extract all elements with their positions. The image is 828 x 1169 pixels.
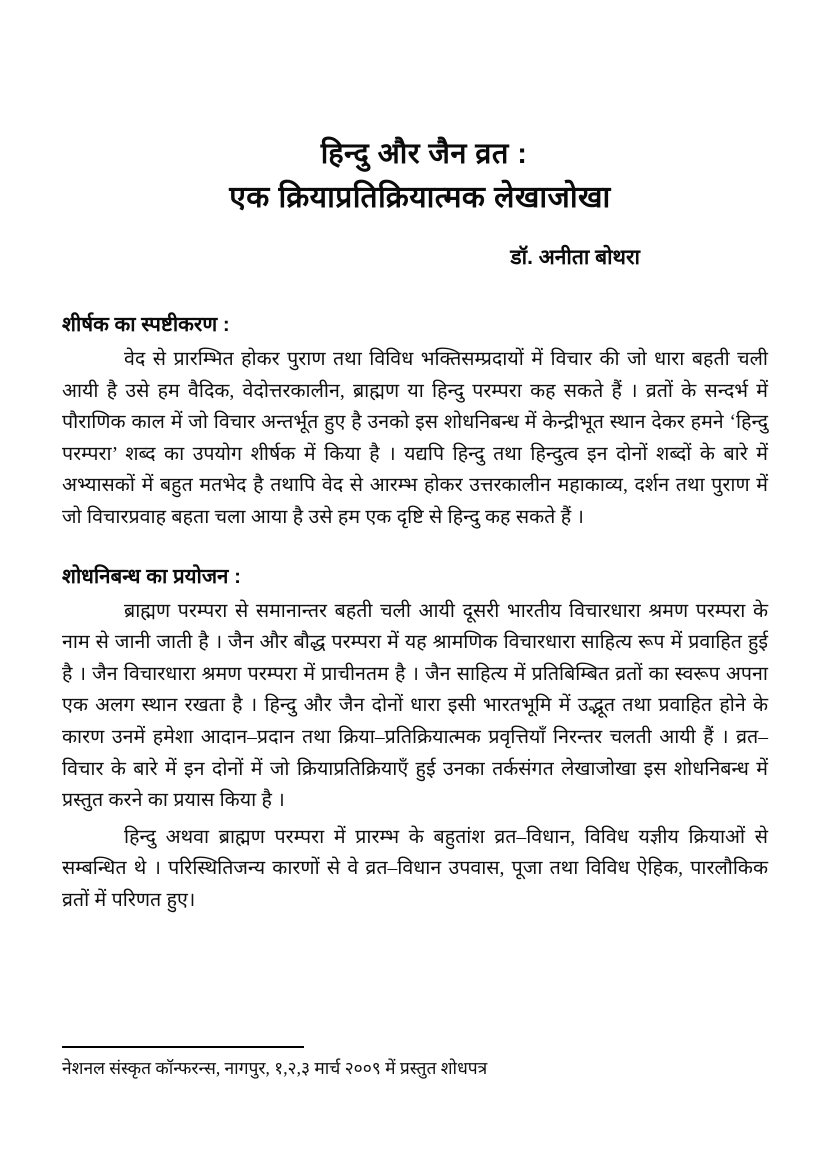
title-block: [62, 0, 768, 220]
author-byline: डॉ. अनीता बोथरा: [510, 246, 640, 269]
footnote-text: नेशनल संस्कृत कॉन्फरन्स, नागपुर, १,२,३ मार्च २००९ में प्रस्तुत शोधपत्र: [62, 1058, 488, 1078]
section-2-paragraph-1: [62, 596, 768, 817]
section-2-paragraph-2: [62, 822, 768, 917]
paragraph-text: हिन्दु अथवा ब्राह्मण परम्परा में प्रारम्भ के बहुतांश व्रत–विधान, विविध यज्ञीय क्रियाओं से सम्बन्धित थे । परिस्थितिजन्य कारणों से वे व्रत–विधान उपवास, पूजा तथा विविध ऐहिक, पारलौकिक व्रतों में परिणत हुए।: [62, 826, 768, 911]
page-title-line-1: हिन्दु और जैन व्रत :: [320, 138, 528, 170]
section-heading-2: शोधनिबन्ध का प्रयोजन :: [62, 564, 241, 588]
page-title-line-2: एक क्रियाप्रतिक्रियात्मक लेखाजोखा: [229, 181, 611, 214]
footnote-separator-rule: [62, 1046, 304, 1048]
paragraph-text: वेद से प्रारम्भित होकर पुराण तथा विविध भक्तिसम्प्रदायों में विचार की जो धारा बहती चली आयी है उसे हम वैदिक, वेदोत्तरकालीन, ब्राह्मण या हिन्दु परम्परा कह सकते हैं । व्रतों के सन्दर्भ में पौराणिक काल में जो विचार अन्तर्भूत हुए है उनको इस शोधनिबन्ध में केन्द्रीभूत स्थान देकर हमने ‘हिन्दु परम्परा’ शब्द का उपयोग शीर्षक में किया है । यद्यपि हिन्दु तथा हिन्दुत्व इन दोनों शब्दों के बारे में अभ्यासकों में बहुत मतभेद है तथापि वेद से आरम्भ होकर उत्तरकालीन महाकाव्य, दर्शन तथा पुराण में जो विचारप्रवाह बहता चला आया है उसे हम एक दृष्टि से हिन्दु कह सकते हैं ।: [62, 349, 768, 528]
footnote-zone: [62, 1046, 768, 1081]
section-1-paragraph-1: [62, 344, 768, 534]
paragraph-text: ब्राह्मण परम्परा से समानान्तर बहती चली आयी दूसरी भारतीय विचारधारा श्रमण परम्परा के नाम से जानी जाती है । जैन और बौद्ध परम्परा में यह श्रामणिक विचारधारा साहित्य रूप में प्रवाहित हुई है । जैन विचारधारा श्रमण परम्परा में प्राचीनतम है । जैन साहित्य में प्रतिबिम्बित व्रतों का स्वरूप अपना एक अलग स्थान रखता है । हिन्दु और जैन दोनों धारा इसी भारतभूमि में उद्भूत तथा प्रवाहित होने के कारण उनमें हमेशा आदान–प्रदान तथा क्रिया–प्रतिक्रियात्मक प्रवृत्तियाँ निरन्तर चलती आयी हैं । व्रत–विचार के बारे में इन दोनों में जो क्रियाप्रतिक्रियाएँ हुई उनका तर्कसंगत लेखाजोखा इस शोधनिबन्ध में प्रस्तुत करने का प्रयास किया है ।: [62, 600, 768, 812]
page-content: [62, 0, 768, 917]
section-heading-1: शीर्षक का स्पष्टीकरण :: [62, 313, 230, 336]
